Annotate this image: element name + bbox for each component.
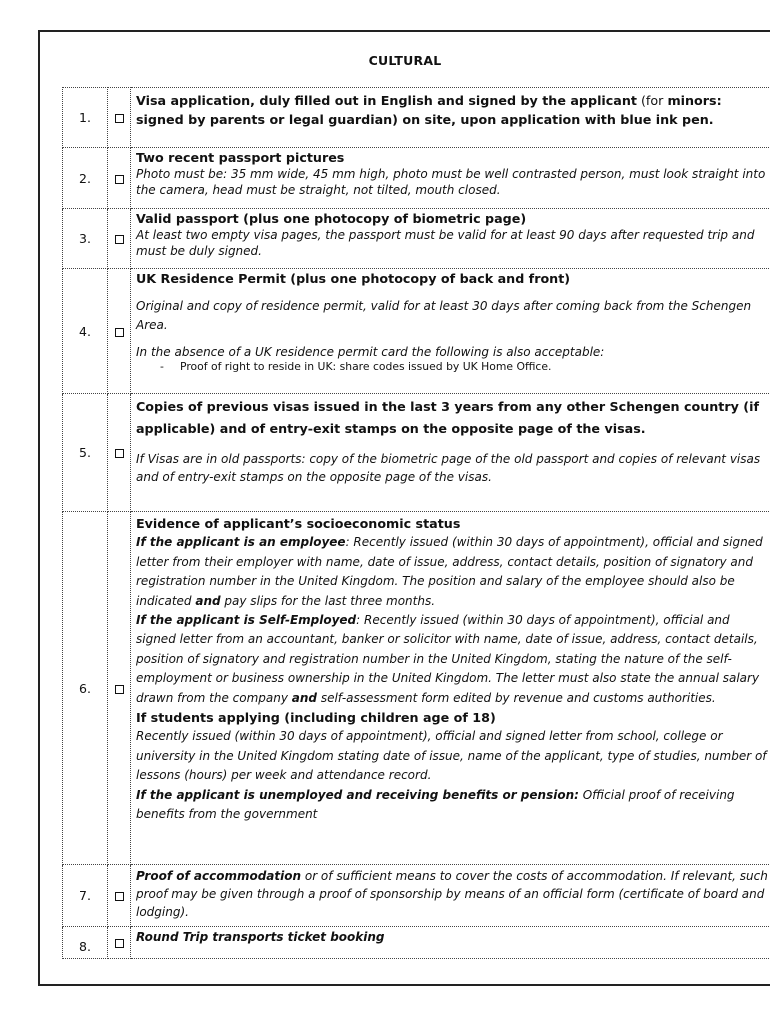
table-row [63,394,770,512]
accommodation-label: Proof of accommodation [136,869,302,883]
employee-text: : Recently issued (within 30 days of appointment), official and signed letter from their employer with name, date of issue, address, contact details, position of signatory and registration number in the United Kingdom. The position and salary of the employee should also be indicated [136,535,763,608]
requirement-heading: minors [667,93,717,108]
table-row [63,269,770,394]
row-number: 5. [63,394,108,512]
self-employed-label: If the applicant is Self-Employed [136,613,357,628]
requirement-text: (for [636,93,664,108]
accommodation-paragraph [136,867,770,921]
requirement-text: At least two empty visa pages, the passport must be valid for at least 90 days after requested trip and must be duly signed. [136,228,755,258]
employee-and: and [195,593,221,608]
requirement-heading: Visa application, duly filled out in English and signed by the applicant [136,93,637,108]
row-content [131,209,770,269]
row-content [131,512,770,865]
unemployed-text: Official proof of receiving benefits from the government [136,787,735,822]
employee-label: If the applicant is an employee [136,535,346,550]
checkbox[interactable] [108,512,131,865]
table-row [63,88,770,148]
unemployed-paragraph [136,786,770,825]
requirement-heading: UK Residence Permit (plus one photocopy of back and front) [136,271,571,286]
checkbox[interactable] [108,394,131,512]
checkbox-square-icon [115,939,124,948]
checkbox[interactable] [108,269,131,394]
table-row [63,512,770,865]
requirement-heading: Evidence of applicant’s socioeconomic status [136,516,461,531]
requirement-heading: Two recent passport pictures [136,150,345,165]
employee-text-end: pay slips for the last three months. [220,593,436,608]
accommodation-text: or of sufficient means to cover the costs of accommodation. If relevant, such proof may be given through a proof of sponsorship by means of an official form (certificate of board and lodging). [136,869,768,919]
checkbox-square-icon [115,449,124,458]
checkbox-square-icon [115,235,124,244]
row-content [131,269,770,394]
bullet-dash: - [160,360,164,373]
self-employed-and: and [291,690,318,705]
checklist-table [62,87,770,959]
table-row [63,927,770,959]
row-number: 8. [63,927,108,959]
self-employed-paragraph [136,611,770,708]
requirement-heading: Valid passport (plus one photocopy of biometric page) [136,211,527,226]
table-row [63,209,770,269]
row-number: 4. [63,269,108,394]
row-content [131,865,770,927]
row-content [131,927,770,959]
checkbox-square-icon [115,328,124,337]
self-employed-text-end: self-assessment form edited by revenue and customs authorities. [317,690,716,705]
document-frame [38,30,770,986]
row-number: 7. [63,865,108,927]
bullet-text: Proof of right to reside in UK: share codes issued by UK Home Office. [180,360,552,373]
checkbox[interactable] [108,209,131,269]
requirement-text: Photo must be: 35 mm wide, 45 mm high, photo must be well contrasted person, must look straight into the camera, head must be straight, not tilted, mouth closed. [136,167,766,197]
requirement-text: In the absence of a UK residence permit card the following is also acceptable: [136,345,605,359]
self-employed-text: : Recently issued (within 30 days of appointment), official and signed letter from an accountant, banker or solicitor with name, date of issue, address, contact details, position of signatory and registration number in the United Kingdom, stating the nature of the self-employment or business ownership in the United Kingdom. The letter must also state the annual salary drawn from the company [136,613,760,705]
checkbox-square-icon [115,175,124,184]
row-number: 2. [63,148,108,209]
ticket-label: Round Trip transports ticket booking [136,930,385,944]
checkbox[interactable] [108,865,131,927]
table-row [63,865,770,927]
requirement-text: : signed by parents or legal guardian) on site, upon application with blue ink pen. [136,93,722,127]
bullet-item [136,360,770,374]
row-content [131,148,770,209]
row-number: 1. [63,88,108,148]
unemployed-label: If the applicant is unemployed and receiving benefits or pension: [136,787,579,802]
requirement-text: If Visas are in old passports: copy of the biometric page of the old passport and copies of relevant visas and of entry-exit stamps on the opposite page of the visas. [136,452,761,484]
checkbox[interactable] [108,88,131,148]
row-number: 3. [63,209,108,269]
row-content [131,394,770,512]
checkbox-square-icon [115,685,124,694]
students-heading: If students applying (including children age of 18) [136,710,496,726]
page-title: CULTURAL [368,53,442,68]
row-content [131,88,770,148]
students-text: Recently issued (within 30 days of appointment), official and signed letter from school, college or university in the United Kingdom stating date of issue, name of the applicant, type of studies, number of lessons (hours) per week and attendance record. [136,729,767,783]
table-row [63,148,770,209]
checkbox[interactable] [108,148,131,209]
requirement-text: Original and copy of residence permit, valid for at least 30 days after coming back from the Schengen Area. [136,299,752,332]
checkbox-square-icon [115,114,124,123]
employee-paragraph [136,533,770,611]
requirement-heading: Copies of previous visas issued in the last 3 years from any other Schengen country (if applicable) and of entry-exit stamps on the opposite page of the visas. [136,399,759,436]
checkbox-square-icon [115,892,124,901]
row-number: 6. [63,512,108,865]
checkbox[interactable] [108,927,131,959]
